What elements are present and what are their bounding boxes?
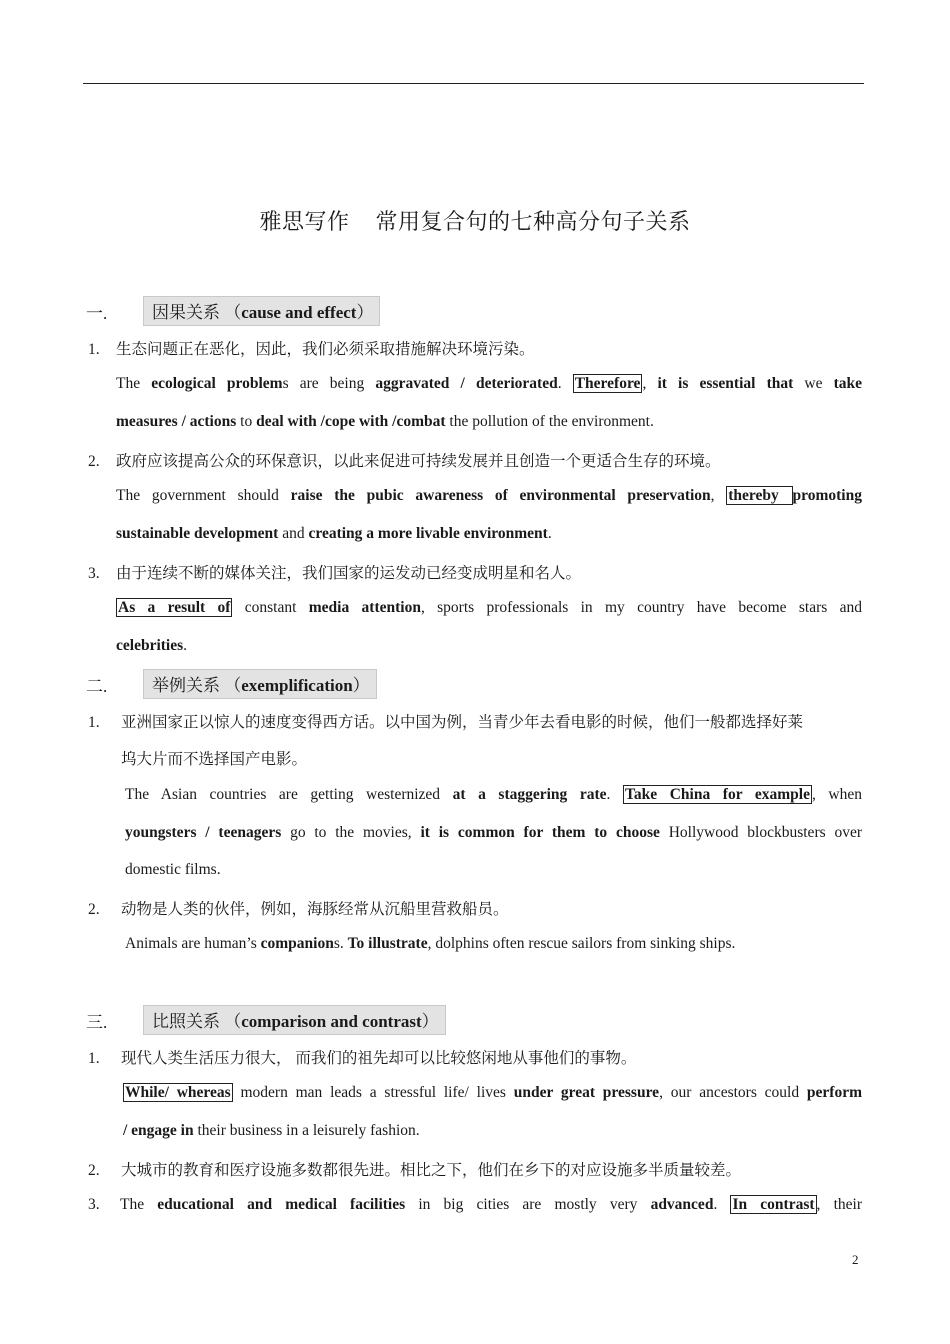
text-line <box>120 1186 862 1224</box>
bold-phrase: sustainable development <box>116 524 279 542</box>
bold-phrase: take <box>833 375 862 392</box>
item-chinese: 现代人类生活压力很大， 而我们的祖先却可以比较悠闲地从事他们的事物。 <box>121 1050 637 1067</box>
text-line <box>125 851 862 889</box>
bold-phrase: To illustrate <box>347 935 428 952</box>
text-run: , <box>710 487 727 504</box>
text-run: Animals are human’s <box>125 935 261 952</box>
text-run: , their <box>816 1196 862 1213</box>
text-run: , <box>642 375 658 392</box>
bold-phrase: at a staggering rate <box>452 786 607 803</box>
english-example <box>125 776 862 889</box>
section-label-en: exemplification <box>241 676 353 695</box>
bold-phrase: ecological problem <box>151 375 283 392</box>
bold-phrase: celebrities <box>116 636 184 654</box>
text-run: we <box>793 375 834 392</box>
bold-phrase: promoting <box>792 487 862 504</box>
text-run: The <box>120 1196 158 1213</box>
bold-phrase: creating a more livable environment <box>308 524 548 542</box>
section-label-box: 举例关系 （exemplification） <box>143 669 377 699</box>
bold-phrase: it is common for them to choose <box>420 823 660 841</box>
text-run: . <box>183 636 188 654</box>
bold-phrase: measures / actions <box>116 412 237 430</box>
section-label-box: 比照关系 （comparison and contrast） <box>143 1005 446 1035</box>
text-run: , sports professionals in my country have become stars and <box>420 599 862 616</box>
item-number: 2. <box>88 901 100 918</box>
text-line <box>116 365 862 403</box>
bold-phrase: educational and medical facilities <box>157 1196 406 1213</box>
section-number: 一. <box>86 303 108 323</box>
bold-phrase: / engage in <box>123 1121 194 1139</box>
text-run: Hollywood blockbusters over <box>659 823 862 841</box>
item-chinese: 大城市的教育和医疗设施多数都很先进。相比之下，他们在乡下的对应设施多半质量较差。 <box>121 1162 742 1179</box>
text-run: domestic films. <box>125 861 221 878</box>
connector-box-while-whereas: While/ whereas <box>125 1084 231 1101</box>
item-number: 3. <box>88 1196 100 1213</box>
list-item <box>88 710 803 732</box>
list-item <box>88 449 721 471</box>
text-run: in big cities are mostly very <box>405 1196 651 1213</box>
text-line <box>116 627 862 665</box>
text-run: , dolphins often rescue sailors from sinking ships. <box>427 935 736 952</box>
text-run: . <box>547 524 552 542</box>
text-run: , our ancestors could <box>659 1084 807 1101</box>
text-run: go to the movies, <box>281 823 421 841</box>
section-number: 二. <box>86 676 108 696</box>
text-run: modern man leads a stressful life/ lives <box>232 1084 514 1101</box>
text-line <box>125 776 862 814</box>
header-rule <box>83 83 864 84</box>
text-run: The Asian countries are getting westernized <box>125 786 453 803</box>
list-item <box>88 1158 741 1180</box>
item-chinese: 由于连续不断的媒体关注，我们国家的运发动已经变成明星和名人。 <box>116 565 582 582</box>
list-item <box>88 1196 120 1214</box>
text-run: . <box>606 786 623 803</box>
item-chinese: 亚洲国家正以惊人的速度变得西方话。以中国为例，当青少年去看电影的时候，他们一般都选择好莱 <box>121 714 804 731</box>
text-run: to <box>236 412 257 430</box>
bold-phrase: it is essential that <box>657 375 794 392</box>
section-label-box: 因果关系 （cause and effect） <box>143 296 380 326</box>
item-number: 3. <box>88 565 100 582</box>
section-label-en: cause and effect <box>241 303 357 322</box>
item-number: 2. <box>88 453 100 470</box>
connector-box-take-china-for-example: Take China for example <box>625 786 810 803</box>
section-heading-exemplification <box>86 669 377 699</box>
text-run: The <box>116 375 152 392</box>
section-label-cn: 因果关系 <box>152 303 220 322</box>
english-example <box>123 1074 862 1149</box>
bold-phrase: advanced <box>650 1196 714 1213</box>
title-right: 常用复合句的七种高分句子关系 <box>375 209 691 234</box>
item-chinese: 动物是人类的伙伴，例如，海豚经常从沉船里营救船员。 <box>121 901 509 918</box>
page-title <box>0 205 950 236</box>
page-number: 2 <box>852 1252 859 1267</box>
item-number: 2. <box>88 1162 100 1179</box>
text-line <box>123 1112 862 1150</box>
bold-phrase: youngsters / teenagers <box>125 823 282 841</box>
text-line <box>123 1074 862 1112</box>
connector-box-thereby: thereby <box>728 487 791 504</box>
text-line <box>116 589 862 627</box>
english-example <box>116 589 862 664</box>
title-left: 雅思写作 <box>259 209 350 234</box>
english-example <box>116 477 862 552</box>
list-item <box>88 561 581 583</box>
section-heading-comparison-contrast <box>86 1005 446 1035</box>
text-run: , when <box>811 786 862 803</box>
text-line <box>125 814 862 852</box>
bold-phrase: perform <box>806 1084 862 1101</box>
list-item <box>88 1046 636 1068</box>
bold-phrase: under great pressure <box>513 1084 660 1101</box>
list-item <box>88 337 535 359</box>
section-number: 三. <box>86 1012 108 1032</box>
item-number: 1. <box>88 1050 100 1067</box>
english-example <box>116 365 862 440</box>
bold-phrase: raise the pubic awareness of environmental preservation <box>290 487 711 504</box>
section-label-en: comparison and contrast <box>241 1012 422 1031</box>
connector-box-as-a-result-of: As a result of <box>118 599 231 616</box>
text-run: s. <box>333 935 348 952</box>
bold-phrase: media attention <box>308 599 421 616</box>
text-line <box>116 403 862 441</box>
english-example <box>125 925 862 963</box>
text-run: their business in a leisurely fashion. <box>193 1121 420 1139</box>
text-run: s are being <box>282 375 376 392</box>
text-run: and <box>278 524 309 542</box>
item-chinese: 政府应该提高公众的环保意识，以此来促进可持续发展并且创造一个更适合生存的环境。 <box>116 453 721 470</box>
english-example <box>120 1186 862 1224</box>
text-line <box>116 477 862 515</box>
text-line <box>116 515 862 553</box>
section-heading-cause-effect <box>86 296 380 326</box>
text-run: constant <box>232 599 309 616</box>
list-item <box>88 897 509 919</box>
connector-box-in-contrast: In contrast <box>732 1196 815 1213</box>
section-label-cn: 举例关系 <box>152 676 220 695</box>
bold-phrase: aggravated / deteriorated <box>375 375 558 392</box>
item-number: 1. <box>88 341 100 358</box>
text-run: The government should <box>116 487 291 504</box>
section-label-cn: 比照关系 <box>152 1012 220 1031</box>
item-number: 1. <box>88 714 100 731</box>
item-chinese: 生态问题正在恶化，因此，我们必须采取措施解决环境污染。 <box>116 341 535 358</box>
text-run: the pollution of the environment. <box>445 412 654 430</box>
text-run: . <box>713 1196 731 1213</box>
text-run: . <box>557 375 573 392</box>
connector-box-therefore: Therefore <box>574 375 641 392</box>
text-line <box>125 925 862 963</box>
bold-phrase: companion <box>260 935 334 952</box>
item-chinese-continued: 坞大片而不选择国产电影。 <box>121 751 308 768</box>
bold-phrase: deal with /cope with /combat <box>256 412 446 430</box>
